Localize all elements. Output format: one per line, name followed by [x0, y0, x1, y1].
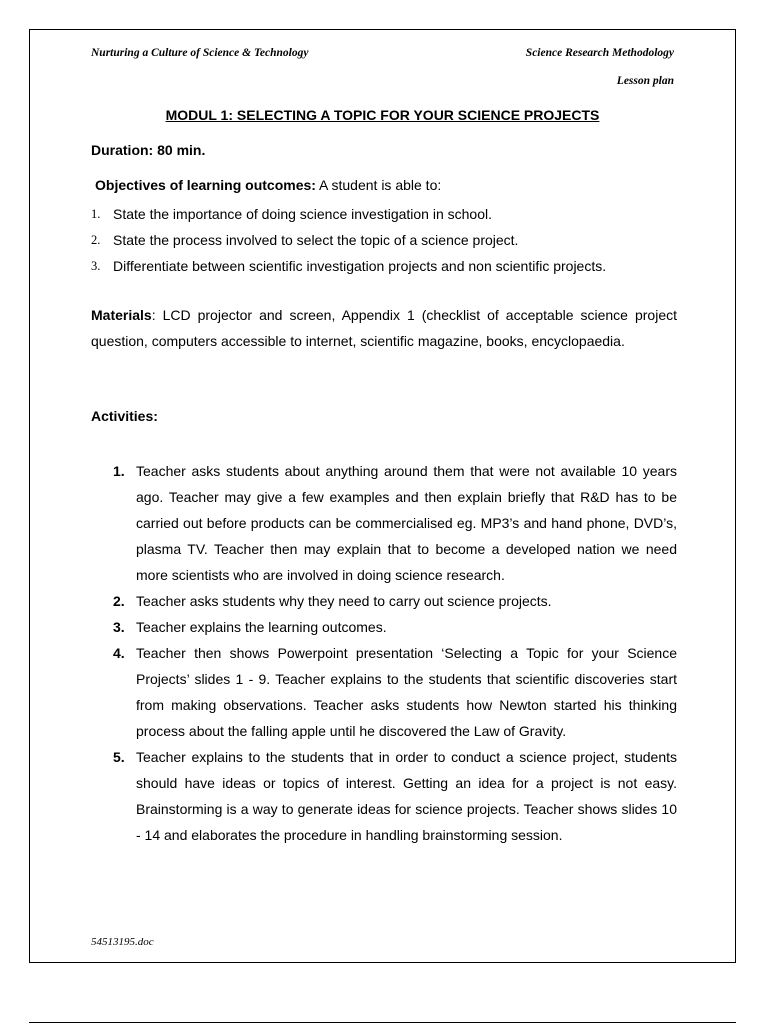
list-item-number: 1. — [91, 207, 101, 221]
footer-filename: 54513195.doc — [91, 936, 154, 948]
list-item — [113, 458, 677, 588]
header-right-sub: Lesson plan — [616, 75, 674, 87]
list-item-number: 3. — [113, 619, 125, 635]
list-item — [91, 227, 691, 253]
list-item-text: Teacher asks students about anything around them that were not available 10 years ago. Teacher may give a few examples and then explain briefly that R&D has to be carried out before products can be commercialised eg. MP3’s and hand phone, DVD’s, plasma TV. Teacher then may explain that to become a developed nation we need more scientists who are involved in doing science research. — [136, 463, 677, 583]
list-item — [91, 201, 691, 227]
next-page-divider — [29, 1022, 736, 1023]
list-item-number: 2. — [91, 233, 101, 247]
list-item — [113, 744, 677, 848]
list-item-text: Teacher explains to the students that in order to conduct a science project, students should have ideas or topics of interest. Getting an idea for a project is not easy. Brainstorming is a way to generate ideas for science projects. Teacher shows slides 10 - 14 and elaborates the procedure in handling brainstorming session. — [136, 749, 677, 843]
materials-text: : LCD projector and screen, Appendix 1 (checklist of acceptable science project question, computers accessible to internet, scientific magazine, books, encyclopaedia. — [91, 307, 677, 349]
duration: Duration: 80 min. — [91, 142, 206, 158]
list-item-number: 1. — [113, 463, 125, 479]
materials-label: Materials — [91, 307, 152, 323]
materials-paragraph — [91, 302, 677, 354]
objectives-list — [91, 201, 691, 279]
list-item-text: Teacher asks students why they need to carry out science projects. — [136, 593, 552, 609]
list-item-number: 4. — [113, 645, 125, 661]
header-left: Nurturing a Culture of Science & Technology — [91, 47, 309, 59]
list-item — [91, 253, 691, 279]
list-item-number: 5. — [113, 749, 125, 765]
activities-heading: Activities: — [91, 408, 158, 424]
list-item-text: Teacher explains the learning outcomes. — [136, 619, 387, 635]
list-item-text: State the process involved to select the topic of a science project. — [113, 232, 519, 248]
objectives-text: A student is able to: — [315, 177, 442, 193]
list-item-number: 2. — [113, 593, 125, 609]
header-right: Science Research Methodology — [525, 47, 674, 59]
list-item — [113, 614, 677, 640]
list-item-text: Teacher then shows Powerpoint presentation ‘Selecting a Topic for your Science Projects’ slides 1 - 9. Teacher explains to the students that scientific discoveries start from making observations. Teacher asks students how Newton started his thinking process about the falling apple until he discovered the Law of Gravity. — [136, 645, 677, 739]
document-page — [29, 29, 736, 963]
list-item — [113, 640, 677, 744]
page-title: MODUL 1: SELECTING A TOPIC FOR YOUR SCIENCE PROJECTS — [165, 107, 600, 123]
objectives-intro — [95, 177, 441, 193]
list-item-text: Differentiate between scientific investigation projects and non scientific projects. — [113, 258, 607, 274]
activities-list — [113, 458, 677, 848]
list-item — [113, 588, 677, 614]
list-item-text: State the importance of doing science investigation in school. — [113, 206, 493, 222]
list-item-number: 3. — [91, 259, 101, 273]
objectives-label: Objectives of learning outcomes: — [95, 177, 316, 193]
